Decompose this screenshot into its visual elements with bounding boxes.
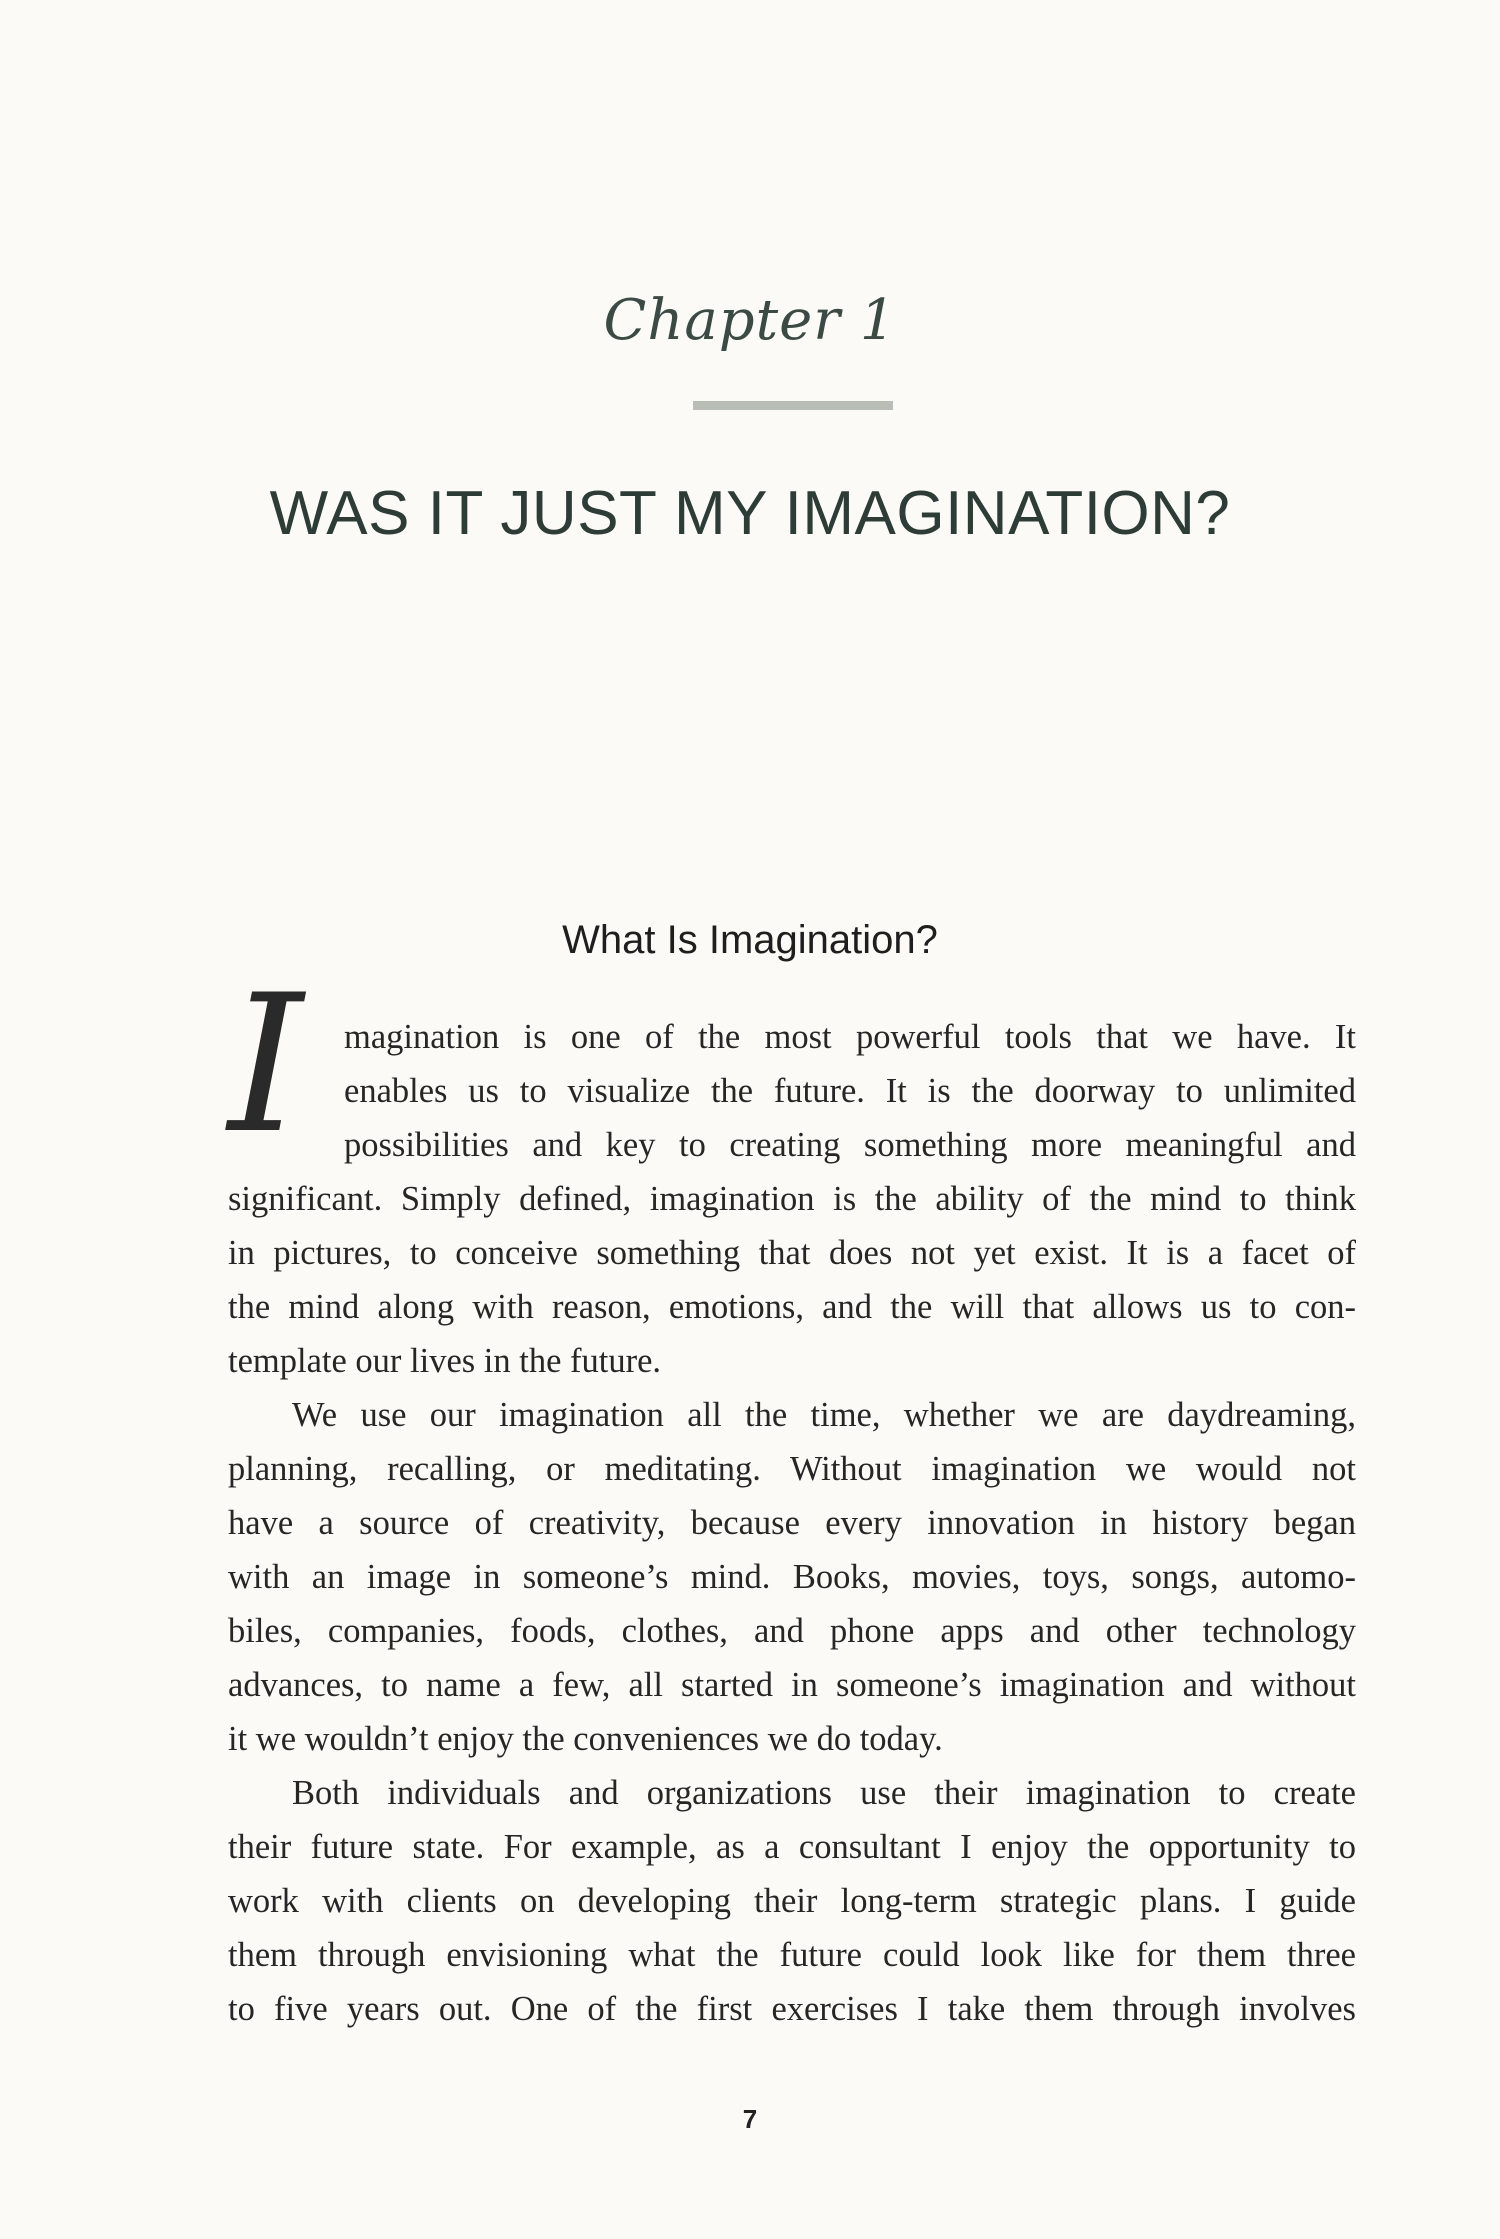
text-line: with an image in someone’s mind. Books, movies, toys, songs, automo- [228,1558,1356,1596]
text-line: them through envisioning what the future could look like for them three [228,1936,1356,1974]
text-line: enables us to visualize the future. It is the doorway to unlimited [344,1072,1356,1110]
text-line: it we wouldn’t enjoy the conveniences we do today. [228,1720,943,1758]
section-heading: What Is Imagination? [562,918,938,962]
text-line: biles, companies, foods, clothes, and phone apps and other technology [228,1612,1356,1650]
chapter-title: WAS IT JUST MY IMAGINATION? [269,479,1231,548]
drop-cap: I [228,954,304,1175]
text-line: Both individuals and organizations use their imagination to create [292,1774,1356,1812]
text-line: template our lives in the future. [228,1342,662,1380]
text-line: have a source of creativity, because every innovation in history began [228,1504,1356,1542]
text-line: the mind along with reason, emotions, and the will that allows us to con- [228,1288,1356,1326]
text-line: planning, recalling, or meditating. Without imagination we would not [228,1450,1356,1488]
text-line: magination is one of the most powerful tools that we have. It [344,1018,1356,1056]
chapter-divider [693,401,893,410]
text-line: advances, to name a few, all started in someone’s imagination and without [228,1666,1356,1704]
text-line: We use our imagination all the time, whether we are daydreaming, [292,1396,1356,1434]
text-line: in pictures, to conceive something that does not yet exist. It is a facet of [228,1234,1356,1272]
text-line: work with clients on developing their long-term strategic plans. I guide [228,1882,1356,1920]
text-line: significant. Simply defined, imagination is the ability of the mind to think [228,1180,1356,1218]
text-line: to five years out. One of the first exercises I take them through involves [228,1990,1356,2028]
chapter-label: Chapter 1 [603,288,897,353]
text-line: possibilities and key to creating something more meaningful and [344,1126,1356,1164]
text-line: their future state. For example, as a consultant I enjoy the opportunity to [228,1828,1356,1866]
page-number: 7 [742,2104,758,2134]
